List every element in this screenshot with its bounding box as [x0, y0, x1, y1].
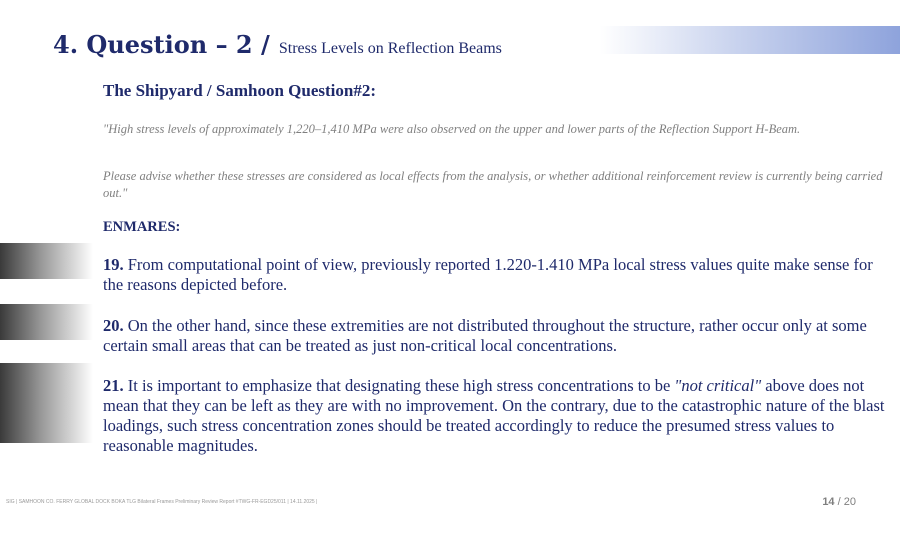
answer-item-number: 19. — [103, 255, 124, 274]
header-gradient-bar — [600, 26, 900, 54]
answer-item-text-before: It is important to emphasize that designating these high stress concentrations to be — [127, 376, 671, 395]
question-quote-2: Please advise whether these stresses are considered as local effects from the analysis, or whether additional reinforcement review is currently being carried out." — [103, 169, 883, 200]
answer-item-number: 21. — [103, 376, 124, 395]
page-title-main: 4. Question – 2 / — [53, 30, 270, 59]
page-title-subtitle: Stress Levels on Reflection Beams — [278, 40, 502, 57]
page-number — [822, 496, 856, 508]
answer-heading: ENMARES: — [103, 219, 181, 235]
answer-item-19 — [103, 255, 893, 295]
answer-item-text-after: above does not mean that they can be left as they are with no improvement. On the contrary, due to the catastrophic nature of the blast loadings, such stress concentration zones should be treated accordingly to reduce the presumed stress values to reasonable magnitudes. — [103, 376, 885, 455]
bullet-marker-19 — [0, 243, 93, 279]
page-number-separator: / — [837, 496, 841, 508]
question-quote-1: "High stress levels of approximately 1,220–1,410 MPa were also observed on the upper and lower parts of the Reflection Support H-Beam. — [103, 122, 801, 136]
question-heading: The Shipyard / Samhoon Question#2: — [103, 81, 377, 100]
bullet-marker-20 — [0, 304, 93, 340]
answer-item-text: On the other hand, since these extremities are not distributed throughout the structure, rather occur only at some certain small areas that can be treated as just non-critical local concentrations. — [103, 316, 867, 355]
page-title — [53, 30, 502, 59]
answer-item-21 — [103, 376, 893, 456]
page-number-total: 20 — [843, 496, 856, 508]
answer-item-20 — [103, 316, 893, 356]
answer-item-emphasis: "not critical" — [674, 376, 762, 395]
answer-item-number: 20. — [103, 316, 124, 335]
page-number-current: 14 — [822, 496, 835, 508]
bullet-marker-21 — [0, 363, 93, 443]
answer-item-text: From computational point of view, previously reported 1.220-1.410 MPa local stress values quite make sense for the reasons depicted before. — [103, 255, 873, 294]
footer-text: SIG | SAMHOON CO. FERRY GLOBAL DOCK BOKA TLG Bilateral Frames Preliminary Review Report #TWG-FR-EGD25/011 | 14.11.2025 | — [6, 499, 318, 505]
